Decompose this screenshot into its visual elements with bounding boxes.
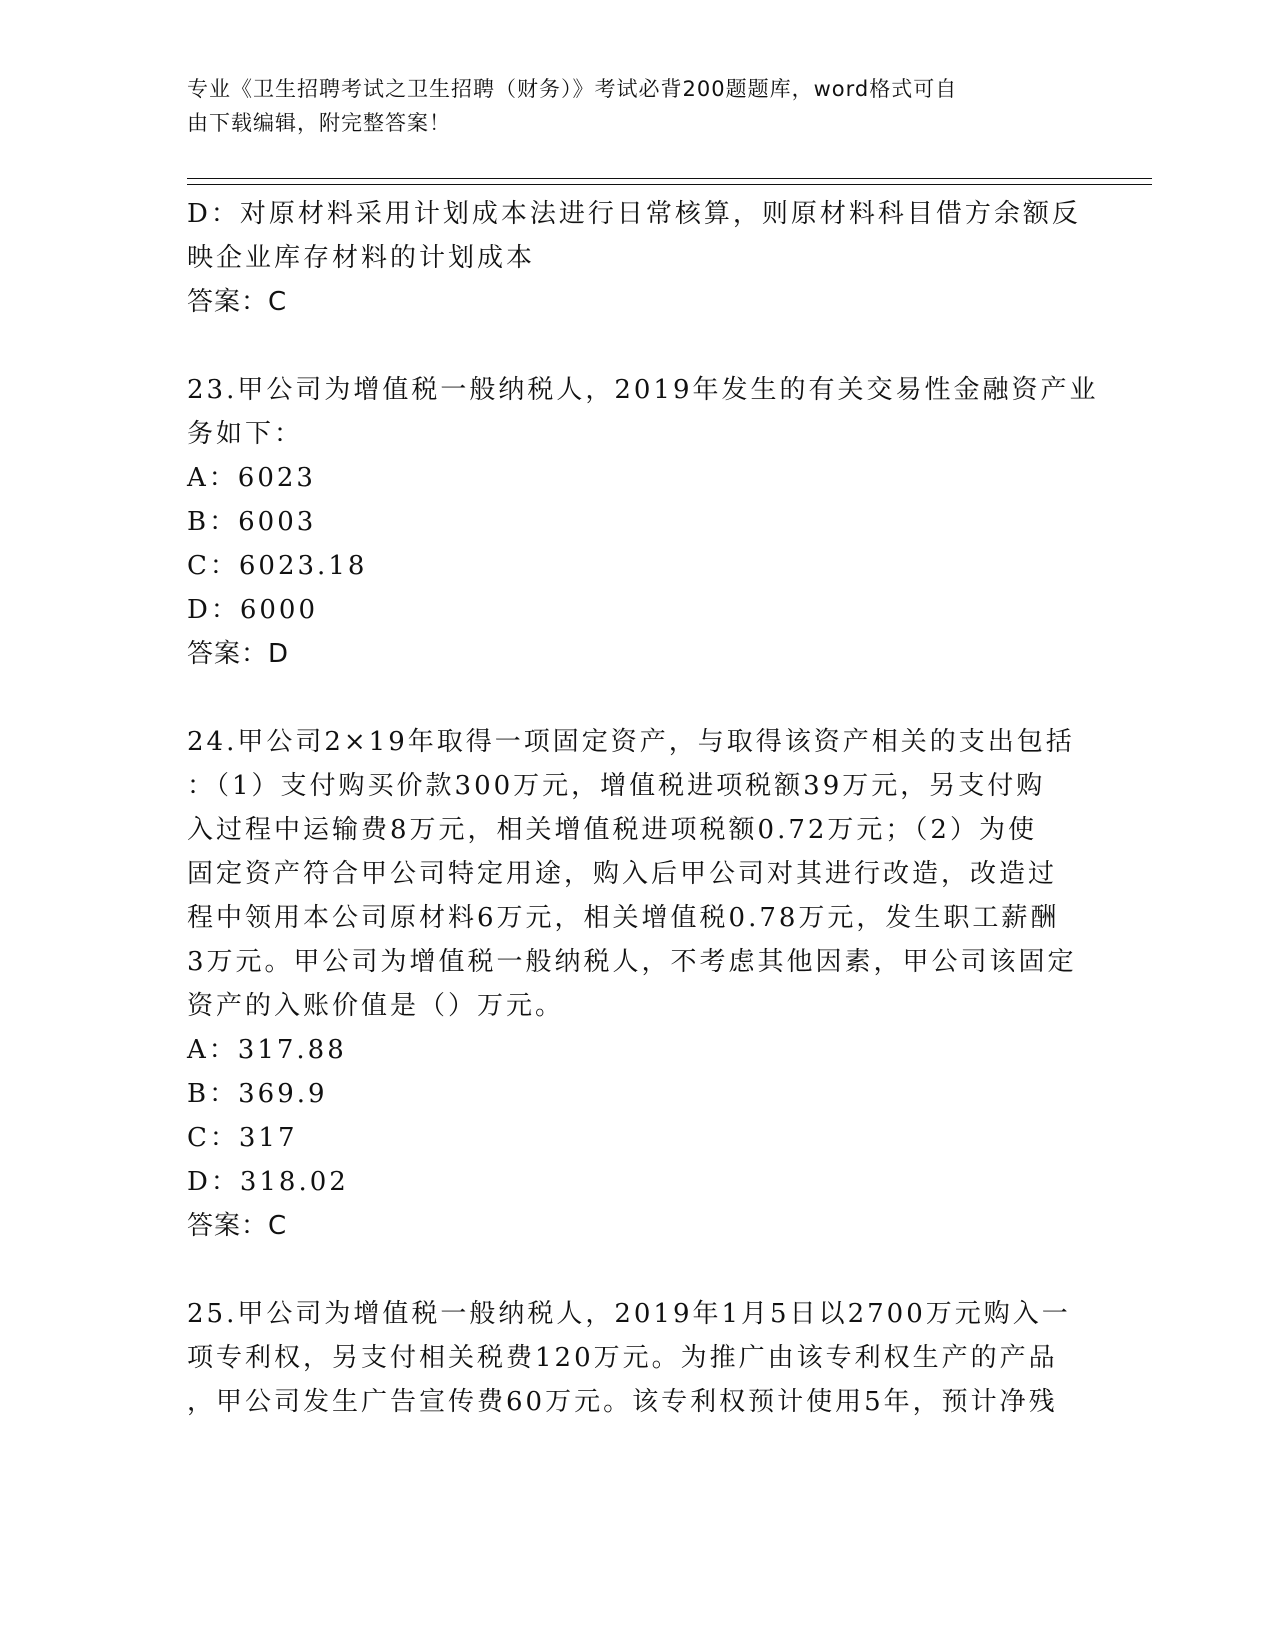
header-divider-top — [187, 178, 1152, 179]
header-title-line-2: 由下载编辑，附完整答案！ — [187, 111, 451, 135]
prev-option-d-line-1: D：对原材料采用计划成本法进行日常核算，则原材料科目借方余额反 — [187, 199, 1081, 229]
q24-stem-line-4: 固定资产符合甲公司特定用途，购入后甲公司对其进行改造，改造过 — [187, 859, 1058, 889]
q23-stem-line-1: 23.甲公司为增值税一般纳税人，2019年发生的有关交易性金融资产业 — [187, 375, 1099, 405]
q24-stem-line-6: 3万元。甲公司为增值税一般纳税人，不考虑其他因素，甲公司该固定 — [187, 947, 1077, 977]
prev-answer: 答案：C — [187, 287, 288, 317]
q24-stem-line-5: 程中领用本公司原材料6万元，相关增值税0.78万元，发生职工薪酬 — [187, 903, 1060, 933]
q23-option-c: C：6023.18 — [187, 551, 368, 581]
q23-option-b: B：6003 — [187, 507, 317, 537]
q24-stem-line-1: 24.甲公司2×19年取得一项固定资产，与取得该资产相关的支出包括 — [187, 727, 1075, 757]
q24-stem-line-3: 入过程中运输费8万元，相关增值税进项税额0.72万元；（2）为使 — [187, 815, 1037, 845]
q25-stem-line-3: ，甲公司发生广告宣传费60万元。该专利权预计使用5年，预计净残 — [187, 1387, 1058, 1417]
q24-option-a: A：317.88 — [187, 1035, 347, 1065]
document-header — [187, 72, 1067, 140]
q24-answer: 答案：C — [187, 1211, 288, 1241]
q23-option-d: D：6000 — [187, 595, 319, 625]
q24-stem-line-2: ：（1）支付购买价款300万元，增值税进项税额39万元，另支付购 — [187, 771, 1046, 801]
q24-option-d: D：318.02 — [187, 1167, 349, 1197]
q24-stem-line-7: 资产的入账价值是（）万元。 — [187, 991, 565, 1021]
q23-option-a: A：6023 — [187, 463, 316, 493]
q23-stem-line-2: 务如下： — [187, 419, 304, 449]
q23-answer: 答案：D — [187, 639, 290, 669]
q24-option-c: C：317 — [187, 1123, 298, 1153]
header-divider-bottom — [187, 184, 1152, 185]
header-title-line-1: 专业《卫生招聘考试之卫生招聘（财务）》考试必背200题题库，word格式可自 — [187, 77, 958, 101]
q24-option-b: B：369.9 — [187, 1079, 328, 1109]
prev-option-d-line-2: 映企业库存材料的计划成本 — [187, 243, 536, 273]
q25-stem-line-1: 25.甲公司为增值税一般纳税人，2019年1月5日以2700万元购入一 — [187, 1299, 1071, 1329]
q25-stem-line-2: 项专利权，另支付相关税费120万元。为推广由该专利权生产的产品 — [187, 1343, 1058, 1373]
